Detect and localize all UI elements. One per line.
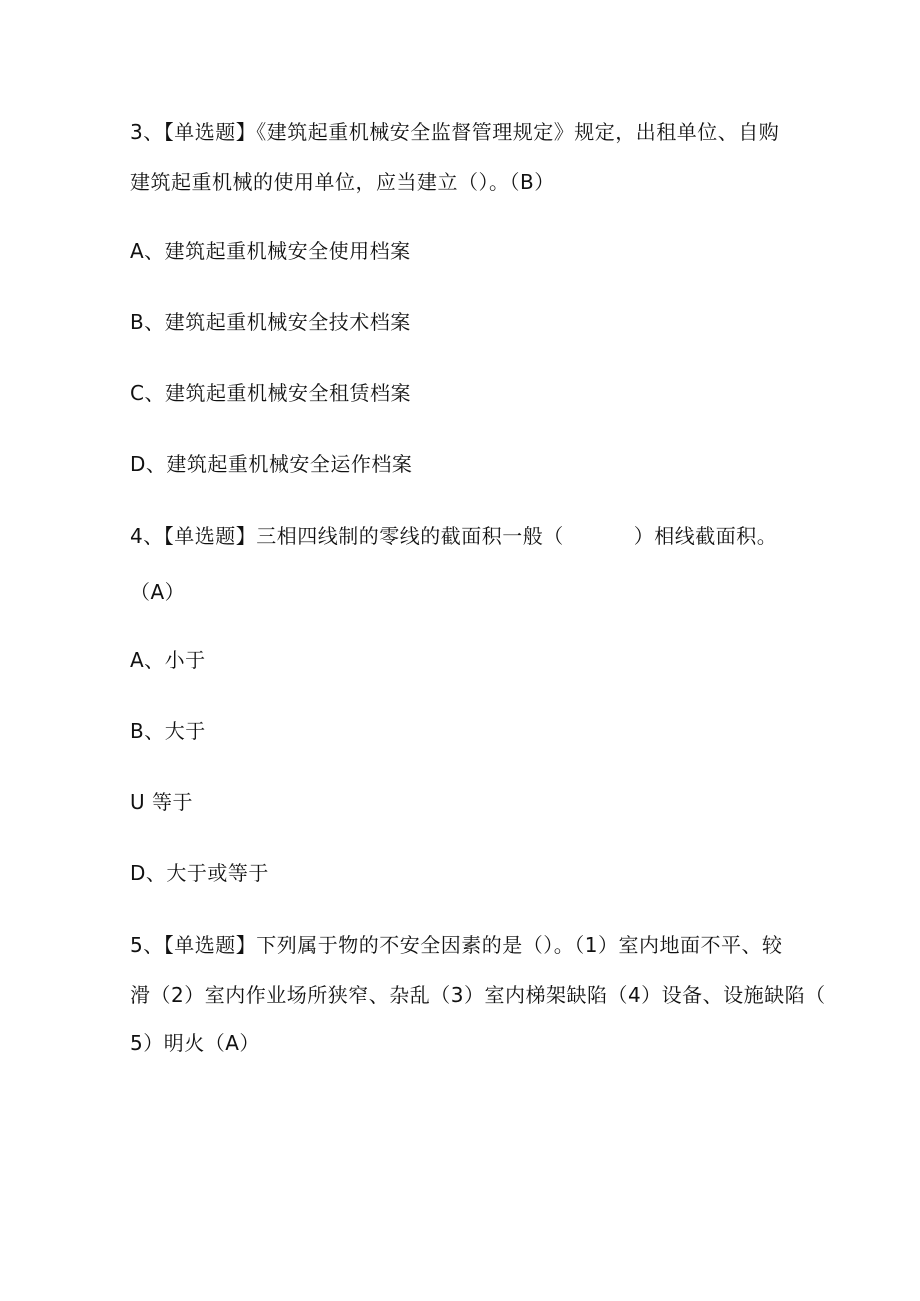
question-3-option-a: A、建筑起重机械安全使用档案: [130, 239, 411, 263]
question-3-option-c: C、建筑起重机械安全租赁档案: [130, 381, 411, 405]
question-5-stem-line-1: 5、【单选题】下列属于物的不安全因素的是（）。（1）室内地面不平、较: [130, 933, 783, 957]
question-5-stem-line-3: 5）明火（A）: [130, 1031, 260, 1055]
question-3-option-b: B、建筑起重机械安全技术档案: [130, 310, 411, 334]
question-3-stem-line-2: 建筑起重机械的使用单位，应当建立（）。（B）: [130, 170, 555, 194]
question-5-stem-line-2: 滑（2）室内作业场所狭窄、杂乱（3）室内梯架缺陷（4）设备、设施缺陷（: [130, 983, 826, 1007]
question-4-stem-before-blank: 4、【单选题】三相四线制的零线的截面积一般（: [130, 524, 564, 548]
question-4-stem-after-blank: ）相线截面积。: [633, 524, 778, 548]
question-4-stem-line-2: （A）: [130, 580, 186, 604]
question-4-option-d: D、大于或等于: [130, 861, 269, 885]
question-3-stem-line-1: 3、【单选题】《建筑起重机械安全监督管理规定》规定，出租单位、自购: [130, 120, 780, 144]
question-3-option-d: D、建筑起重机械安全运作档案: [130, 452, 413, 476]
question-4-option-c: U 等于: [130, 790, 193, 814]
question-4-stem-line-1: [130, 522, 777, 550]
question-4-option-a: A、小于: [130, 648, 206, 672]
question-4-option-b: B、大于: [130, 719, 206, 743]
